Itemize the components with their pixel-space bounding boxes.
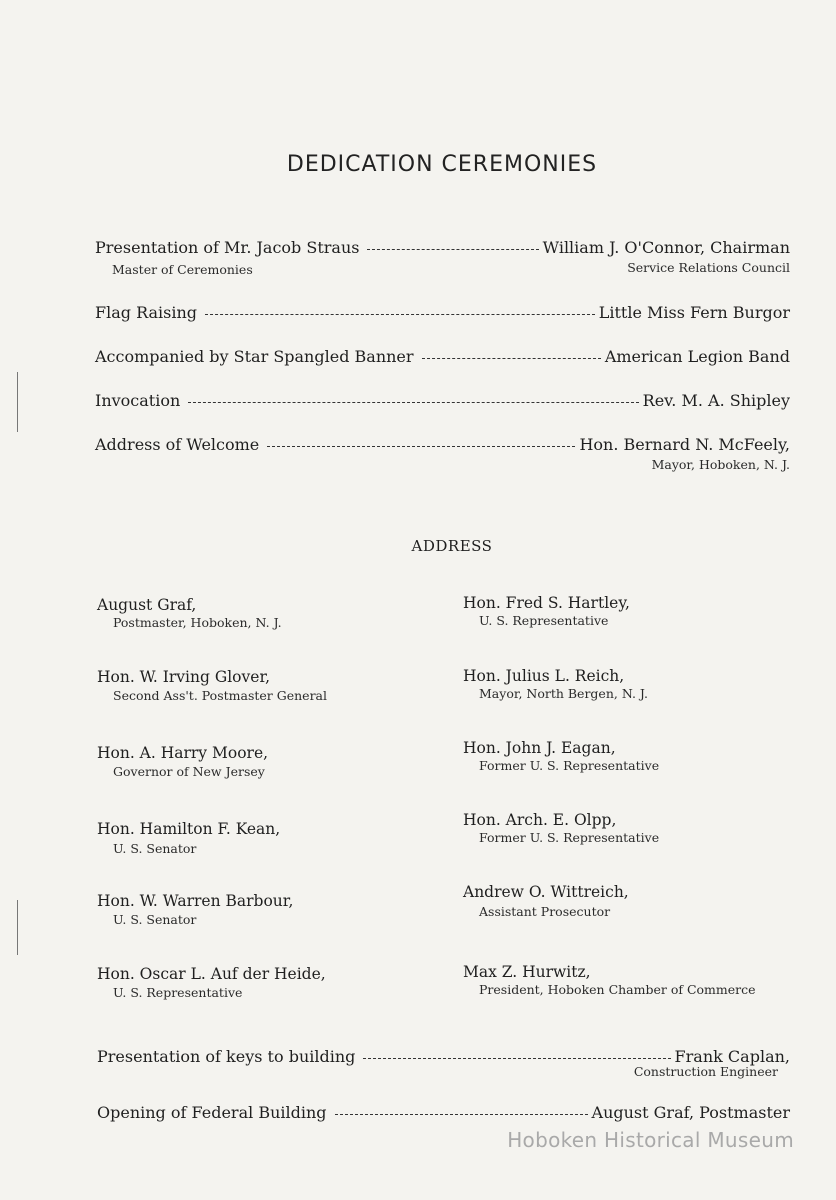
- program-row-left: Presentation of keys to building: [97, 1047, 356, 1066]
- speaker-title: Mayor, North Bergen, N. J.: [479, 686, 648, 701]
- program-row-left: Accompanied by Star Spangled Banner: [95, 347, 414, 366]
- scan-mark: [17, 372, 18, 432]
- program-row-right: Little Miss Fern Burgor: [598, 303, 790, 322]
- program-row-left: Flag Raising: [95, 303, 198, 322]
- dotted-leader: [188, 401, 638, 403]
- program-row-presentation: [95, 238, 790, 257]
- speaker-title: U. S. Representative: [113, 985, 243, 1000]
- address-heading: ADDRESS: [411, 537, 493, 555]
- program-row-opening: [97, 1103, 790, 1122]
- program-row-right: Hon. Bernard N. McFeely,: [579, 435, 790, 454]
- speaker-title: Former U. S. Representative: [479, 758, 660, 773]
- program-row-left: Presentation of Mr. Jacob Straus: [95, 238, 360, 257]
- speaker-title: U. S. Representative: [479, 613, 609, 628]
- speaker-name: Andrew O. Wittreich,: [463, 883, 629, 901]
- speaker-name: Hon. W. Warren Barbour,: [97, 892, 294, 910]
- program-row-left: Address of Welcome: [95, 435, 260, 454]
- speaker-title: Second Ass't. Postmaster General: [113, 688, 327, 703]
- speaker-name: Max Z. Hurwitz,: [463, 963, 591, 981]
- page-title: DEDICATION CEREMONIES: [286, 152, 598, 177]
- speaker-name: Hon. John J. Eagan,: [463, 739, 616, 757]
- speaker-title: Governor of New Jersey: [113, 764, 265, 779]
- program-row-right: August Graf, Postmaster: [591, 1103, 790, 1122]
- program-row-anthem: [95, 347, 790, 366]
- program-row-welcome: [95, 435, 790, 454]
- speaker-name: Hon. Julius L. Reich,: [463, 667, 625, 685]
- program-row-right: Rev. M. A. Shipley: [642, 391, 790, 410]
- dotted-leader: [422, 357, 601, 359]
- program-row-right: Frank Caplan,: [674, 1047, 790, 1066]
- speaker-name: Hon. Fred S. Hartley,: [463, 594, 630, 612]
- dotted-leader: [205, 313, 595, 315]
- program-row-left-sub: Master of Ceremonies: [112, 262, 253, 277]
- scan-mark: [17, 900, 18, 955]
- dotted-leader: [335, 1113, 588, 1115]
- program-row-right-sub: Service Relations Council: [627, 260, 790, 275]
- program-row-right: William J. O'Connor, Chairman: [542, 238, 790, 257]
- speaker-name: Hon. Arch. E. Olpp,: [463, 811, 617, 829]
- speaker-name: August Graf,: [97, 596, 197, 614]
- program-row-left: Invocation: [95, 391, 181, 410]
- speaker-title: Assistant Prosecutor: [479, 904, 611, 919]
- speaker-title: President, Hoboken Chamber of Commerce: [479, 982, 756, 997]
- program-row-right-sub: Mayor, Hoboken, N. J.: [651, 457, 790, 472]
- speaker-title: U. S. Senator: [113, 841, 197, 856]
- speaker-title: Former U. S. Representative: [479, 830, 660, 845]
- program-row-flag-raising: [95, 303, 790, 322]
- speaker-name: Hon. A. Harry Moore,: [97, 744, 269, 762]
- dotted-leader: [367, 248, 538, 250]
- program-row-left: Opening of Federal Building: [97, 1103, 327, 1122]
- speaker-name: Hon. Oscar L. Auf der Heide,: [97, 965, 326, 983]
- program-row-invocation: [95, 391, 790, 410]
- speaker-title: U. S. Senator: [113, 912, 197, 927]
- program-row-right-sub: Construction Engineer: [633, 1064, 778, 1079]
- speaker-title: Postmaster, Hoboken, N. J.: [113, 615, 282, 630]
- dotted-leader: [267, 445, 575, 447]
- dotted-leader: [363, 1057, 670, 1059]
- museum-watermark: Hoboken Historical Museum: [507, 1128, 794, 1152]
- program-row-right: American Legion Band: [604, 347, 790, 366]
- speaker-name: Hon. Hamilton F. Kean,: [97, 820, 281, 838]
- speaker-name: Hon. W. Irving Glover,: [97, 668, 271, 686]
